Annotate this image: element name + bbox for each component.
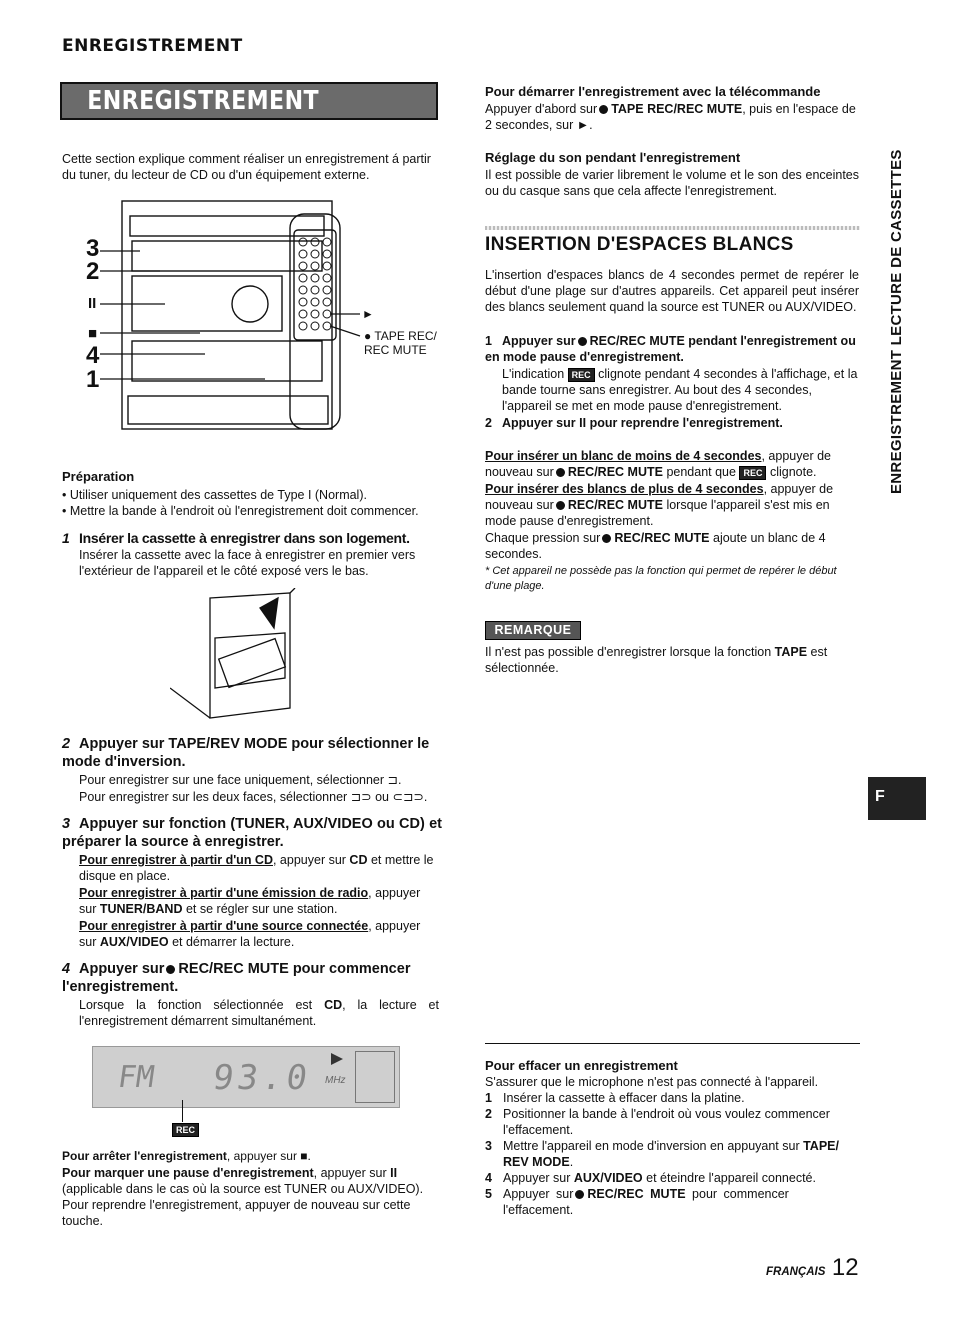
blanks-step1-body-a: L'indication <box>502 367 565 381</box>
remark-body <box>485 644 861 676</box>
pause-applicable: (applicable dans le cas où la source est TUNER ou AUX/VIDEO). <box>62 1182 424 1196</box>
play-arrow-label: ► <box>362 307 374 321</box>
blanks-step1-a: Appuyer sur <box>502 334 576 348</box>
blanks-intro: L'insertion d'espaces blancs de 4 secondes permet de repérer le début d'une plage sur d'autres appareils. Cet appareil peut insérer des blancs seulement quand la source est TUNER ou AUX/VIDEO. <box>485 268 859 314</box>
side-tab-language <box>868 777 926 820</box>
blanks-less <box>485 448 861 480</box>
stop-note-text: , appuyer sur ■. <box>226 1149 311 1163</box>
cd-text-a: , appuyer sur <box>272 853 350 867</box>
pause-symbol: II <box>390 1166 398 1180</box>
pause-symbol: II <box>579 416 587 430</box>
remote-start-body <box>485 101 865 133</box>
rec-indicator-icon: REC <box>739 466 766 480</box>
volume-body: Il est possible de varier librement le volume et le son des enceintes ou du casque sans que cela affecte l'enregistrement. <box>485 168 859 198</box>
blanks-less-c: pendant que <box>666 465 736 479</box>
step1-body: Insérer la cassette avec la face à enregistrer en premier vers l'extérieur de l'appareil et le côté exposé vers le bas. <box>79 548 416 578</box>
both-sides-symbol: ⊐⊃ ou ⊂⊐⊃. <box>350 790 428 804</box>
blanks-step2-number: 2 <box>485 416 492 430</box>
page-title-bar <box>60 82 438 148</box>
step1-number: 1 <box>62 530 70 546</box>
section-label: ENREGISTREMENT <box>62 36 243 56</box>
record-dot-icon <box>556 501 565 510</box>
volume-heading: Réglage du son pendant l'enregistrement <box>485 150 741 165</box>
more-than-4s-link: Pour insérer des blancs de plus de 4 secondes <box>485 482 764 496</box>
tape-rev-mode-key: TAPE/ REV MODE <box>503 1139 839 1169</box>
radio-text-c: et se régler sur une station. <box>182 902 338 916</box>
step4-body-c: , la lecture et l'enregistrement démarrent simultanément. <box>79 998 439 1028</box>
diagram-callout-stop: ■ <box>88 325 98 342</box>
pause-note-bold: Pour marquer une pause d'enregistrement <box>62 1166 314 1180</box>
page-number: 12 <box>831 1254 859 1281</box>
rec-indicator-icon: REC <box>568 368 595 382</box>
step3-source <box>79 918 441 950</box>
erase-item-5: 5 Appuyer sur REC/REC MUTE pour commencer l'effacement. <box>485 1187 789 1217</box>
erase-item-4-a: Appuyer sur <box>503 1171 574 1185</box>
step4-body <box>79 997 439 1029</box>
diagram-callout-pause: II <box>88 295 97 312</box>
step3-title <box>62 815 442 851</box>
step3-number: 3 <box>62 816 71 832</box>
blanks-each-a: Chaque pression sur <box>485 531 601 545</box>
erase-intro: S'assurer que le microphone n'est pas connecté à l'appareil. <box>485 1075 819 1089</box>
erase-item-5-a: Appuyer sur <box>503 1187 574 1201</box>
blanks-less-d: clignote. <box>769 465 817 479</box>
blanks-more-c: lorsque l'appareil s'est mis en mode pause d'enregistrement. <box>485 498 830 528</box>
step2-line2-text: Pour enregistrer sur les deux faces, sélectionner <box>79 790 348 804</box>
erase-item-3: 3 Mettre l'appareil en mode d'inversion en appuyant sur TAPE/ REV MODE. <box>485 1139 839 1169</box>
lcd-display <box>92 1046 400 1108</box>
remark-a: Il n'est pas possible d'enregistrer lorsque la fonction <box>485 645 775 659</box>
erase-item-3-a: Mettre l'appareil en mode d'inversion en appuyant sur <box>503 1139 804 1153</box>
record-dot-icon <box>578 337 587 346</box>
tape-rec-label-1: ● TAPE REC/ <box>364 329 437 343</box>
tape-rec-label-2: REC MUTE <box>364 343 427 357</box>
pause-note <box>62 1165 442 1181</box>
remote-start-a: Appuyer d'abord sur <box>485 102 598 116</box>
rec-mute-key: REC/REC MUTE <box>587 1187 686 1201</box>
blanks-more <box>485 481 861 529</box>
erase-item-1: 1 Insérer la cassette à effacer dans la platine. <box>485 1091 745 1105</box>
erase-item-4-c: et éteindre l'appareil connecté. <box>642 1171 816 1185</box>
cassette-insert-illustration <box>170 588 310 723</box>
blanks-step1-body <box>502 366 860 414</box>
radio-text-a: , appuyer sur <box>79 886 421 916</box>
blanks-less-a: , appuyer de nouveau sur <box>485 449 831 479</box>
step4-title-b: REC/REC MUTE pour commencer l'enregistrement. <box>62 961 411 995</box>
aux-video-key: AUX/VIDEO <box>573 1171 643 1185</box>
step4-title-a: Appuyer sur <box>79 961 165 977</box>
step2-title-text: Appuyer sur TAPE/REV MODE pour sélectionner le mode d'inversion. <box>62 736 430 770</box>
cd-key: CD <box>349 853 368 867</box>
intro-text: Cette section explique comment réaliser un enregistrement á partir du tuner, du lecteur de CD ou d'un équipement externe. <box>62 152 431 182</box>
step4-body-a: Lorsque la fonction sélectionnée est <box>79 998 325 1012</box>
record-dot-icon <box>166 965 175 974</box>
diagram-callout-4: 4 <box>86 342 100 369</box>
step4-cd-key: CD <box>324 998 343 1012</box>
preparation-heading: Préparation <box>62 469 135 484</box>
stereo-diagram <box>60 196 450 441</box>
less-than-4s-link: Pour insérer un blanc de moins de 4 secondes <box>485 449 762 463</box>
remark-label: REMARQUE <box>485 621 581 640</box>
record-dot-icon <box>575 1190 584 1199</box>
erase-heading: Pour effacer un enregistrement <box>485 1058 678 1073</box>
lcd-segment-box <box>355 1051 395 1103</box>
remote-start-c: , puis en l'espace de 2 secondes, sur ►. <box>485 102 856 132</box>
lcd-unit: MHz <box>325 1075 346 1086</box>
stop-note-bold: Pour arrêter l'enregistrement <box>62 1149 227 1163</box>
step4-title <box>62 960 442 996</box>
side-tab-vertical-text: ENREGISTREMENT LECTURE DE CASSETTES <box>888 149 905 494</box>
footer-language: FRANÇAIS <box>766 1266 826 1278</box>
rec-pointer-line <box>182 1100 183 1122</box>
erase-divider <box>485 1043 860 1044</box>
blanks-step1 <box>485 333 865 365</box>
record-dot-icon <box>602 534 611 543</box>
blanks-step1-number: 1 <box>485 334 492 348</box>
rec-badge-icon: REC <box>172 1123 199 1137</box>
blanks-more-a: , appuyer de nouveau sur <box>485 482 834 512</box>
blanks-step2-b: pour reprendre l'enregistrement. <box>589 416 783 430</box>
resume-note: Pour reprendre l'enregistrement, appuyer de nouveau sur cette touche. <box>62 1198 411 1228</box>
aux-video-key: AUX/VIDEO <box>99 935 169 949</box>
blanks-each-c: ajoute un blanc de 4 secondes. <box>485 531 826 561</box>
blanks-step1-b: REC/REC MUTE pendant l'enregistrement ou en mode pause d'enregistrement. <box>485 334 856 364</box>
diagram-callout-3: 3 <box>86 235 100 262</box>
rec-mute-key: REC/REC MUTE <box>567 498 663 512</box>
tuner-band-key: TUNER/BAND <box>99 902 183 916</box>
blanks-step2 <box>485 415 865 431</box>
step1-title-text: Insérer la cassette à enregistrer dans son logement. <box>79 530 410 546</box>
lcd-band: FM <box>115 1060 157 1095</box>
step2-line1 <box>79 772 439 788</box>
step3-title-text: Appuyer sur fonction (TUNER, AUX/VIDEO ou CD) et préparer la source à enregistrer. <box>62 816 442 850</box>
step2-line2 <box>79 789 449 805</box>
side-tab-letter: F <box>875 788 885 805</box>
step3-radio <box>79 885 439 917</box>
blanks-step2-a: Appuyer sur <box>502 416 576 430</box>
diagram-callout-2: 2 <box>86 258 100 285</box>
one-side-symbol: ⊐. <box>387 773 402 787</box>
source-link: Pour enregistrer à partir d'une source connectée <box>79 919 369 933</box>
cd-text-c: et mettre le disque en place. <box>79 853 434 883</box>
cd-link: Pour enregistrer à partir d'un CD <box>79 853 273 867</box>
section-divider <box>485 226 860 230</box>
preparation-item-1: • Utiliser uniquement des cassettes de Type I (Normal). <box>62 488 367 502</box>
blanks-footnote: * Cet appareil ne possède pas la fonction qui permet de repérer le début d'une plage. <box>485 565 837 592</box>
erase-item-2: 2 Positionner la bande à l'endroit où vous voulez commencer l'effacement. <box>485 1107 830 1137</box>
tape-rec-key: TAPE REC/REC MUTE <box>611 102 743 116</box>
radio-link: Pour enregistrer à partir d'une émission de radio <box>79 886 369 900</box>
erase-item-4: 4 Appuyer sur AUX/VIDEO et éteindre l'appareil connecté. <box>485 1171 816 1185</box>
step1-title <box>62 529 442 547</box>
blanks-heading: INSERTION D'ESPACES BLANCS <box>485 234 794 255</box>
erase-list <box>485 1090 861 1218</box>
step4-number: 4 <box>62 961 71 977</box>
remark-c: est sélectionnée. <box>485 645 828 675</box>
erase-item-1-text: Insérer la cassette à effacer dans la platine. <box>503 1091 745 1105</box>
step3-cd <box>79 852 439 884</box>
blanks-each <box>485 530 861 562</box>
erase-item-2-text: Positionner la bande à l'endroit où vous voulez commencer l'effacement. <box>503 1107 830 1137</box>
source-text-a: , appuyer sur <box>79 919 421 949</box>
page-footer <box>766 1254 859 1281</box>
source-text-c: et démarrer la lecture. <box>168 935 295 949</box>
preparation-item-2: • Mettre la bande à l'endroit où l'enregistrement doit commencer. <box>62 504 419 518</box>
rec-mute-key: REC/REC MUTE <box>567 465 663 479</box>
remote-start-heading: Pour démarrer l'enregistrement avec la télécommande <box>485 84 821 99</box>
stop-note <box>62 1148 442 1164</box>
step2-line1-text: Pour enregistrer sur une face uniquement, sélectionner <box>79 773 385 787</box>
erase-item-5-c: pour commencer l'effacement. <box>503 1187 789 1217</box>
page-title: ENREGISTREMENT DE BASE <box>87 86 319 148</box>
tape-key: TAPE <box>774 645 808 659</box>
rec-mute-key: REC/REC MUTE <box>614 531 710 545</box>
diagram-callout-1: 1 <box>86 366 100 393</box>
lcd-frequency: 93.0 <box>210 1058 314 1098</box>
pause-note-text: , appuyer sur <box>313 1166 391 1180</box>
record-dot-icon <box>599 105 608 114</box>
erase-item-3-c: . <box>569 1155 574 1169</box>
record-dot-icon <box>556 468 565 477</box>
blanks-step1-body-b: clignote pendant 4 secondes à l'affichage, et la bande tourne sans enregistrer. Au bout des 4 secondes, l'appareil se met en mode pause d'enregistrement. <box>502 367 858 413</box>
step2-title <box>62 735 442 771</box>
step2-number: 2 <box>62 736 71 752</box>
lcd-play-icon <box>331 1053 343 1065</box>
